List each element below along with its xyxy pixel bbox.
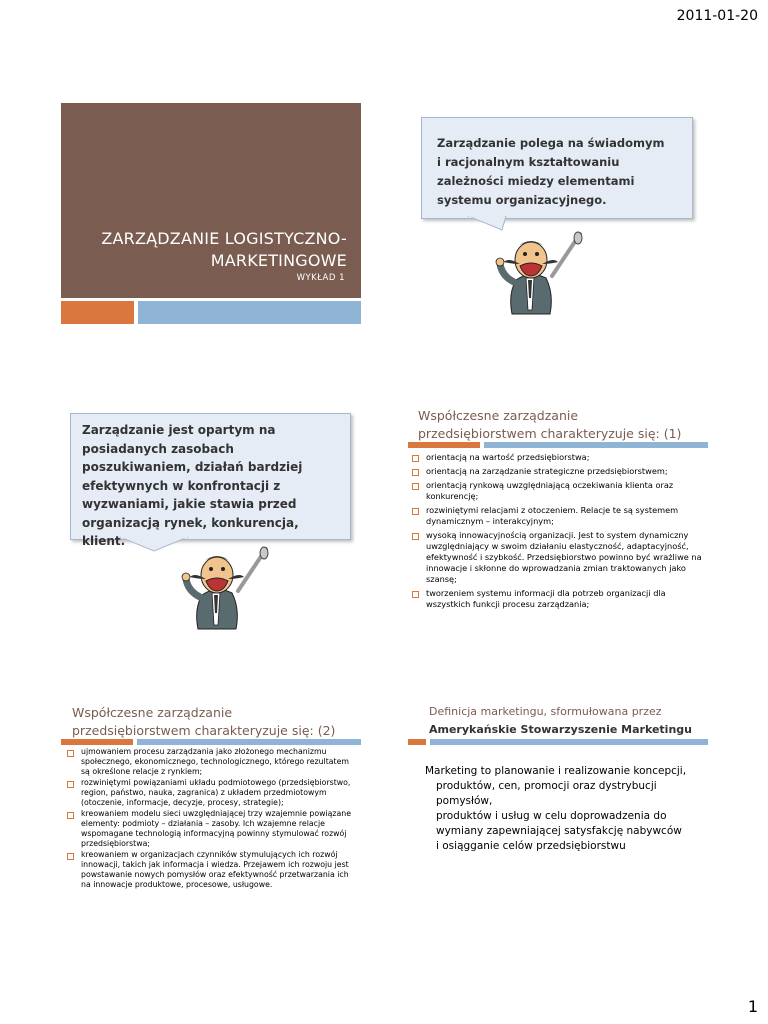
page-number: 1 <box>747 997 758 1016</box>
list-item: rozwiniętymi powiązaniami układu podmiotowego (przedsiębiorstwo, region, państwo, nauka, zagranica) z układem przedmiotowym (otoczenie, informacje, decyzje, procesy, strategie); <box>67 778 357 808</box>
slide1-orange-bar <box>61 301 134 324</box>
slide6-text-first: Marketing to planowanie i realizowanie koncepcji, <box>425 765 687 777</box>
slide1-title-line1: ZARZĄDZANIE LOGISTYCZNO- <box>101 229 347 248</box>
slide2-presenter-clipart <box>494 230 590 316</box>
slide5-title-line1: Współczesne zarządzanie <box>72 705 233 720</box>
list-item: rozwiniętymi relacjami z otoczeniem. Relacje te są systemem dynamicznym – interakcyjnym; <box>412 505 702 527</box>
slide5-title <box>72 704 335 740</box>
slide4-orange-rule <box>408 442 480 448</box>
slide6-text-line: i osiągganie celów przedsiębiorstwu <box>436 840 626 852</box>
slide4-blue-rule <box>484 442 708 448</box>
list-item: tworzeniem systemu informacji dla potrzeb organizacji dla wszystkich funkcji procesu zarządzania; <box>412 588 702 610</box>
slide3-presenter-clipart <box>180 545 276 631</box>
slide1-title-block <box>61 103 361 298</box>
list-item: orientacją rynkową uwzględniającą oczekiwania klienta oraz konkurencję; <box>412 480 702 502</box>
list-item: orientacją na wartość przedsiębiorstwa; <box>412 452 702 463</box>
slide4-title-line1: Współczesne zarządzanie <box>418 408 579 423</box>
slide2-definition-text <box>437 134 664 210</box>
slide3-definition-text: Zarządzanie jest opartym na posiadanych zasobach poszukiwaniem, działań bardziej efektywnych w konfrontacji z wyzwaniami, jakie stawia przed organizacją rynek, konkurencja, klient. <box>82 423 303 548</box>
slide5-title-line2: przedsiębiorstwem charakteryzuje się: (2) <box>72 723 336 738</box>
slide6-definition-text <box>425 764 715 854</box>
slide5-orange-rule <box>61 739 133 745</box>
slide6-title-line2: Amerykańskie Stowarzyszenie Marketingu <box>429 723 692 736</box>
slide6-text-line: produktów, cen, promocji oraz dystrybucji pomysłów, <box>436 780 657 807</box>
slide6-orange-rule <box>408 739 426 745</box>
slide6-title-line1: Definicja marketingu, sformułowana przez <box>429 705 662 718</box>
list-item: wysoką innowacyjnością organizacji. Jest to system dynamiczny uwzględniający w swoim działaniu elastyczność, adaptacyjność, efektywność i szybkość. Przedsiębiorstwo powinno być wrażliwe na innowacje i skłonne do wprowadzania zmian traktowanych jako szansę; <box>412 530 702 585</box>
slide2-line-2: i racjonalnym kształtowaniu <box>437 155 620 169</box>
list-item: orientacją na zarządzanie strategiczne przedsiębiorstwem; <box>412 466 702 477</box>
slide4-bullet-list <box>412 452 702 613</box>
slide1-subtitle: WYKŁAD 1 <box>296 273 345 283</box>
slide6-text-line: produktów i usług w celu doprowadzenia do <box>436 810 667 822</box>
slide1-title <box>101 228 347 272</box>
slide5-bullet-list <box>67 747 357 891</box>
list-item: kreowaniem modelu sieci uwzględniającej trzy wzajemnie powiązane elementy: podmioty – działania – zasoby. Ich wzajemne relacje wspomagane technologią informacyjną powinny stymulować rozwój przedsiębiorstwa; <box>67 809 357 849</box>
slide6-blue-rule <box>430 739 708 745</box>
list-item: kreowaniem w organizacjach czynników stymulujących ich rozwój innowacji, takich jak informacja i wiedza. Przejawem ich rozwoju jest powstawanie nowych pomysłów oraz efektywność przetwarzania ich na innowacje produktowe, procesowe, usługowe. <box>67 850 357 890</box>
slide2-line-3: zależności miedzy elementami <box>437 174 635 188</box>
slide5-blue-rule <box>137 739 361 745</box>
slide1-title-line2: MARKETINGOWE <box>210 251 347 270</box>
list-item: ujmowaniem procesu zarządzania jako złożonego mechanizmu społecznego, ekonomicznego, technologicznego, którego rezultatem są określone relacje z rynkiem; <box>67 747 357 777</box>
slide1-blue-bar <box>138 301 361 324</box>
slide6-text-line: wymiany zapewniającej satysfakcję nabywców <box>436 825 682 837</box>
slide2-line-1: Zarządzanie polega na świadomym <box>437 136 665 150</box>
slide4-title <box>418 407 681 443</box>
slide4-title-line2: przedsiębiorstwem charakteryzuje się: (1) <box>418 426 682 441</box>
slide2-line-4: systemu organizacyjnego. <box>437 193 607 207</box>
print-date: 2011-01-20 <box>676 8 758 24</box>
